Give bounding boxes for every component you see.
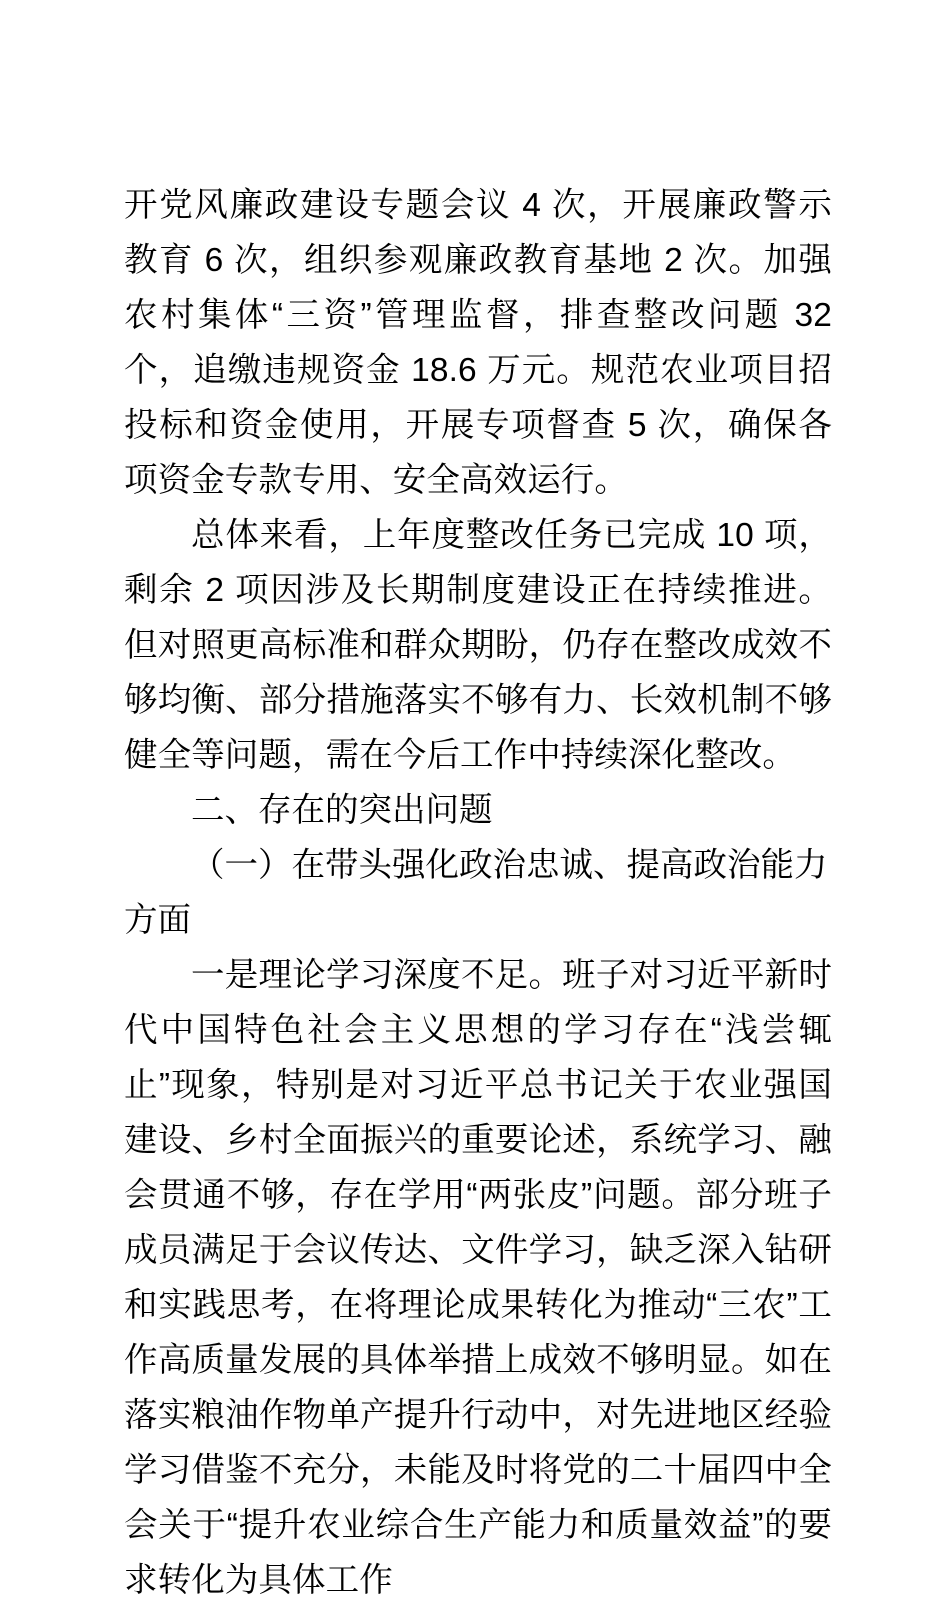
paragraph-discipline-work: 开党风廉政建设专题会议 4 次，开展廉政警示教育 6 次，组织参观廉政教育基地 2 次。加强农村集体“三资”管理监督，排查整改问题 32 个，追缴违规资金 18.6 万元。规范农业项目招投标和资金使用，开展专项督查 5 次，确保各项资金专款专用、安全高效运行。 [124,187,842,499]
document-body [124,178,842,1608]
paragraph-issue-one-theory-study: 一是理论学习深度不足。班子对习近平新时代中国特色社会主义思想的学习存在“浅尝辄止”现象，特别是对习近平总书记关于农业强国建设、乡村全面振兴的重要论述，系统学习、融会贯通不够，存在学用“两张皮”问题。部分班子成员满足于会议传达、文件学习，缺乏深入钻研和实践思考，在将理论成果转化为推动“三农”工作高质量发展的具体举措上成效不够明显。如在落实粮油作物单产提升行动中，对先进地区经验学习借鉴不充分，未能及时将党的二十届四中全会关于“提升农业综合生产能力和质量效益”的要求转化为具体工作 [124,957,832,1599]
heading-subsection-one: （一）在带头强化政治忠诚、提高政治能力方面 [124,847,828,939]
paragraph-overall-summary: 总体来看，上年度整改任务已完成 10 项，剩余 2 项因涉及长期制度建设正在持续推进。但对照更高标准和群众期盼，仍存在整改成效不够均衡、部分措施落实不够有力、长效机制不够健全等问题，需在今后工作中持续深化整改。 [124,517,832,774]
heading-section-two: 二、存在的突出问题 [191,792,493,829]
